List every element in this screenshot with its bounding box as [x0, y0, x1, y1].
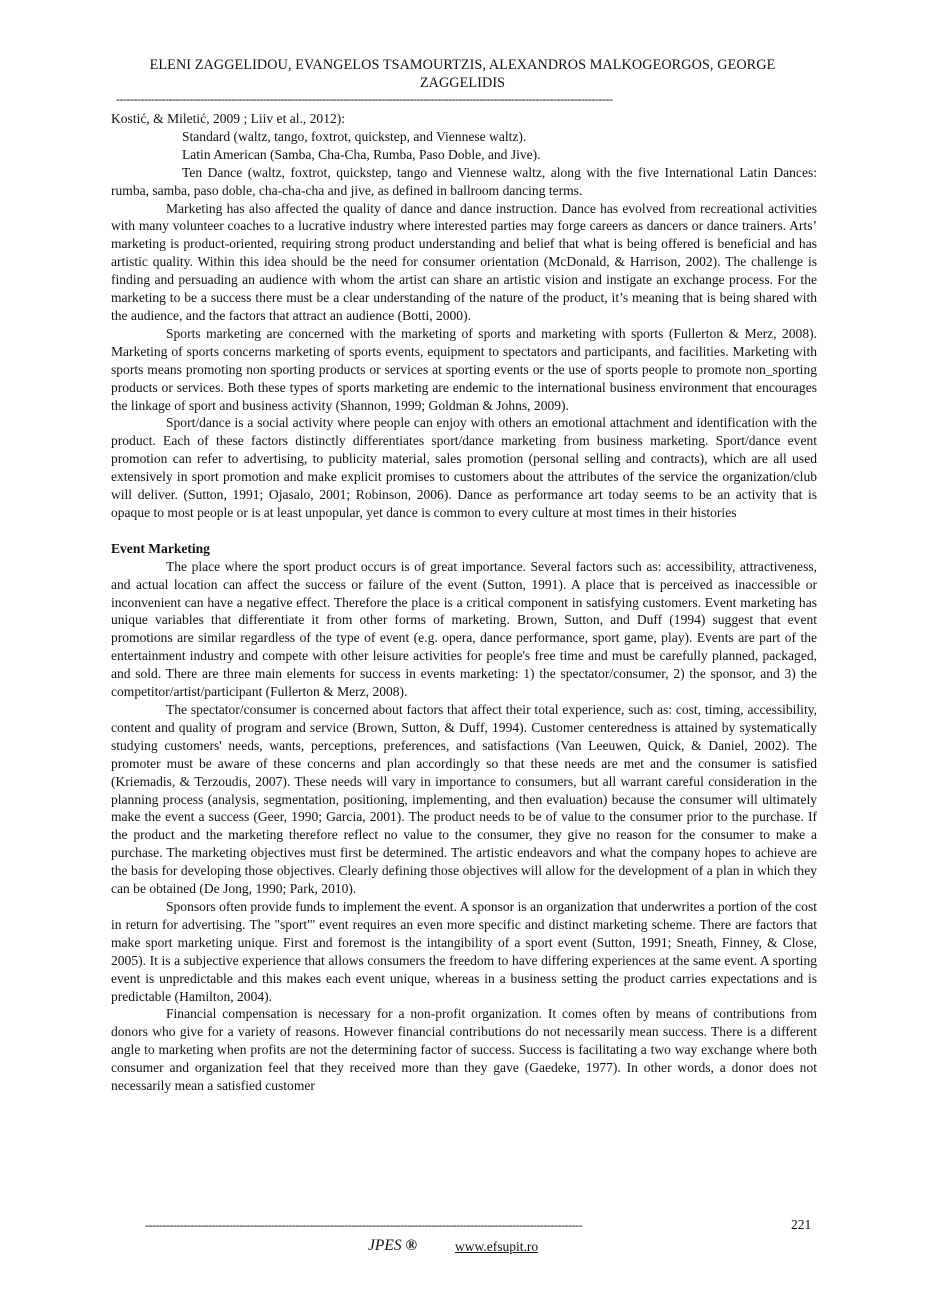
paragraph-event-place: The place where the sport product occurs is of great importance. Several factors such as: accessibility, attractiveness, and actual location can affect the success or failure of the event (Sutton, 1991). A place that is perceived as inaccessible or inconvenient can have a negative effect. Therefore the place is a critical component in satisfying customers. Event marketing has unique variables that differentiate it from other forms of marketing. Brown, Sutton, and Duff (1994) suggest that event promotions are similar regardless of the type of event (e.g. opera, dance performance, sport game, play). Events are part of the entertainment industry and compete with other leisure activities for people's free time and must be carefully planned, packaged, and sold. There are three main elements for success in events marketing: 1) the spectator/consumer, 2) the sponsor, and 3) the competitor/artist/participant (Fullerton & Merz, 2008). — [111, 558, 817, 700]
paragraph-spectator-consumer: The spectator/consumer is concerned about factors that affect their total experience, such as: cost, timing, accessibility, content and quality of program and service (Brown, Sutton, & Duff, 1994). Customer centeredness is attained by systematically studying customers' needs, wants, perceptions, preferences, and satisfactions (Van Leeuwen, Quick, & Daniel, 2002). The promoter must be aware of these concerns and plan accordingly so that these needs are met and the consumer is satisfied (Kriemadis, & Terzoudis, 2007). These needs will vary in importance to consumers, but all warrant careful consideration in the planning process (analysis, segmentation, positioning, implementing, and then evaluation) because the consumer will ultimately make the event a success (Geer, 1990; Garcia, 2001). The product needs to be of value to the consumer prior to the purchase. If the product and the marketing therefore reflect no value to the consumer, they give no reason for the consumer to make a purchase. The marketing objectives must first be determined. The artistic endeavors and what the company hopes to achieve are the basis for developing those objectives. Clearly defining those objectives will allow for the development of a plan in which they can be obtained (De Jong, 1990; Park, 2010). — [111, 702, 817, 897]
list-item-standard — [111, 128, 817, 146]
list-item-text: Standard (waltz, tango, foxtrot, quickstep, and Viennese waltz). — [182, 128, 527, 144]
header-dashed-rule: ---------------------------------------------------------------------------------------------------------------------------------------------- — [116, 92, 613, 106]
registered-mark: ® — [405, 1237, 418, 1254]
running-header-authors: ELENI ZAGGELIDOU, EVANGELOS TSAMOURTZIS, ALEXANDROS MALKOGEORGOS, GEORGE ZAGGELIDIS — [149, 57, 776, 91]
footer-dashed-rule: ----------------------------------------------------------------------------------------------------------------------------- — [145, 1218, 583, 1232]
section-heading-event-marketing: Event Marketing — [111, 540, 210, 556]
journal-website-link[interactable]: www.efsupit.ro — [455, 1239, 539, 1254]
list-item-text: Ten Dance (waltz, foxtrot, quickstep, tango and Viennese waltz, along with the five International Latin Dances: rumba, samba, paso doble, cha-cha-cha and jive, as defined in ballroom dancing terms. — [111, 164, 817, 198]
journal-name: JPES — [368, 1237, 402, 1254]
paragraph-financial-compensation: Financial compensation is necessary for a non-profit organization. It comes often by means of contributions from donors who give for a variety of reasons. However financial contributions do not necessarily mean success. There is a different angle to marketing when profits are not the determining factor of success. Success is facilitating a two way exchange where both consumer and organization feel that they received more than they gave (Gaedeke, 1977). In other words, a donor does not necessarily mean a satisfied customer — [111, 1006, 817, 1094]
citation-continuation: Kostić, & Miletić, 2009 ; Liiv et al., 2012): — [111, 111, 346, 126]
paragraph-gap — [111, 522, 817, 540]
page-number: 221 — [791, 1217, 812, 1232]
journal-logo — [368, 1236, 417, 1256]
list-item-ten-dance — [111, 164, 817, 200]
list-item-text: Latin American (Samba, Cha-Cha, Rumba, Paso Doble, and Jive). — [182, 146, 541, 162]
paragraph-sports-marketing: Sports marketing are concerned with the marketing of sports and marketing with sports (Fullerton & Merz, 2008). Marketing of sports concerns marketing of sports events, equipment to spectators and participants, and facilities. Marketing with sports means promoting non sporting products or services at sporting events or the use of sports people to promote non_sporting products or services. Both these types of sports marketing are endemic to the international business environment that encourages the linkage of sport and business activity (Shannon, 1999; Goldman & Johns, 2009). — [111, 325, 817, 413]
article-body — [111, 110, 817, 1095]
paragraph-sponsors: Sponsors often provide funds to implement the event. A sponsor is an organization that underwrites a portion of the cost in return for advertising. The "sport"' event requires an even more specific and distinct marketing scheme. There are factors that make sport marketing unique. First and foremost is the intangibility of a sport event (Sutton, 1991; Sneath, Finney, & Close, 2005). It is a subjective experience that allows consumers the freedom to have differing experiences at the same event. A sporting event is unpredictable and this makes each event unique, whereas in a business setting the product carries expectations and is predictable (Hamilton, 2004). — [111, 898, 817, 1004]
paragraph-sport-dance: Sport/dance is a social activity where people can enjoy with others an emotional attachment and identification with the product. Each of these factors distinctly differentiates sport/dance marketing from business marketing. Sport/dance event promotion can refer to advertising, to publicity material, sales promotion (personal selling and contracts), which are all used extensively in sport promotion and make explicit promises to customers about the attributes of the service the organization/club will deliver. (Sutton, 1991; Ojasalo, 2001; Robinson, 2006). Dance as performance art today seems to be an activity that is opaque to most people or is at least unpopular, yet dance is common to every culture at most times in their histories — [111, 415, 817, 520]
list-item-latin-american — [111, 146, 817, 164]
paragraph-marketing-dance: Marketing has also affected the quality of dance and dance instruction. Dance has evolved from recreational activities with many volunteer coaches to a lucrative industry where interested parties may forge careers as dancers or dance trainers. Arts’ marketing is product-oriented, requiring strong product understanding and belief that what is being offered is beneficial and has artistic quality. Within this idea should be the need for consumer orientation (McDonald, & Harrison, 2002). The challenge is finding and persuading an audience with whom the artist can share an artistic vision and instigate an exchange process. For the marketing to be a success there must be a clear understanding of the nature of the product, it’s meaning that is being shared with the audience, and the factors that attract an audience (Botti, 2000). — [111, 200, 817, 323]
